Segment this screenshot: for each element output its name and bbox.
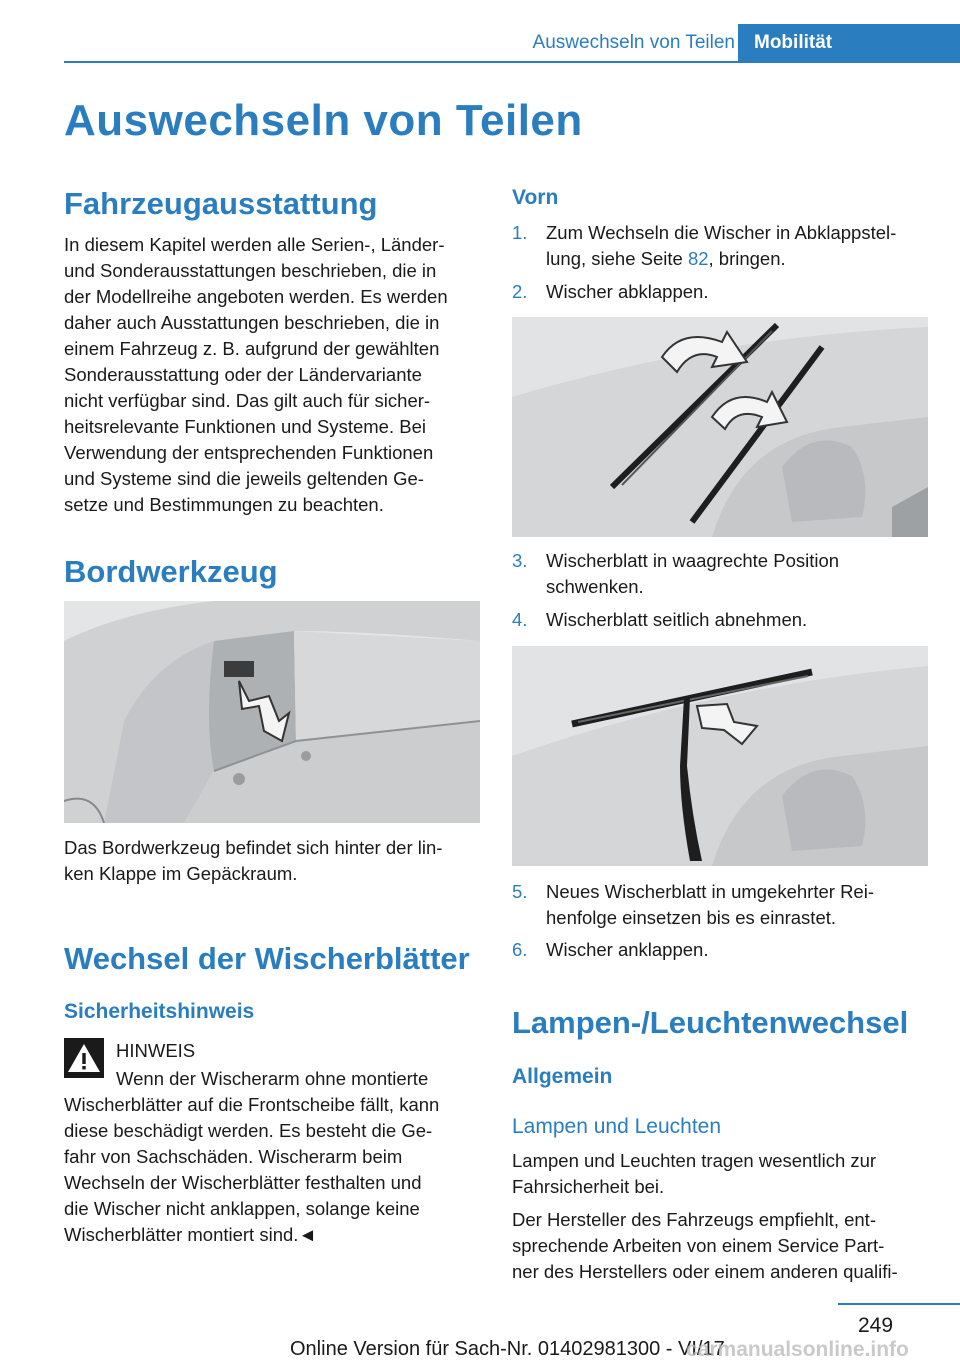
text-line: die Wischer nicht anklappen, solange keine	[64, 1198, 420, 1219]
text-line	[546, 246, 926, 272]
text-line: daher auch Ausstattungen beschrieben, die in	[64, 312, 440, 333]
wiper-fold-illustration	[512, 317, 928, 537]
text-line: heitsrelevante Funktionen und Systeme. Bei	[64, 416, 426, 437]
watermark: carmanualsonline.info	[686, 1338, 909, 1361]
header-section-label: Auswechseln von Teilen	[532, 32, 735, 53]
heading-lampen-und-leuchten: Lampen und Leuchten	[512, 1115, 722, 1138]
text-line: Zum Wechseln die Wischer in Abklappstel-	[546, 222, 897, 243]
text-line: fahr von Sachschäden. Wischerarm beim	[64, 1146, 403, 1167]
step-text	[546, 220, 926, 272]
text-line: Verwendung der entsprechenden Funktionen	[64, 442, 434, 463]
text-line: sprechende Arbeiten von einem Service Part-	[512, 1235, 885, 1256]
warning-text	[64, 1092, 484, 1248]
text-line: einem Fahrzeug z. B. aufgrund der gewählten	[64, 338, 440, 359]
paragraph-lampen-1	[512, 1148, 942, 1200]
text-line: Fahrsicherheit bei.	[512, 1176, 665, 1197]
step-number: 1.	[512, 222, 528, 243]
text-line: henfolge einsetzen bis es einrastet.	[546, 907, 837, 928]
online-version-note: Online Version für Sach-Nr. 01402981300 - VI/17	[290, 1338, 725, 1360]
step-number: 6.	[512, 939, 528, 960]
step-text: Wischerblatt seitlich abnehmen.	[546, 609, 808, 630]
header-chapter-tab: Mobilität	[738, 24, 960, 62]
step-4	[512, 607, 932, 633]
heading-fahrzeugausstattung: Fahrzeugausstattung	[64, 186, 378, 221]
text-line: Wechseln der Wischerblätter festhalten und	[64, 1172, 422, 1193]
step-number: 2.	[512, 281, 528, 302]
paragraph-bordwerkzeug	[64, 835, 484, 887]
paragraph-fahrzeugausstattung	[64, 232, 484, 518]
text-line: Wischerblatt in waagrechte Position	[546, 550, 840, 571]
text-line: der Modellreihe angeboten werden. Es werden	[64, 286, 448, 307]
heading-vorn: Vorn	[512, 186, 559, 209]
text-fragment: lung, siehe Seite	[546, 248, 688, 269]
text-line: und Sonderausstattungen beschrieben, die in	[64, 260, 437, 281]
heading-bordwerkzeug: Bordwerkzeug	[64, 554, 278, 589]
heading-wischerblaetter: Wechsel der Wischerblätter	[64, 941, 470, 976]
text-line: und Systeme sind die jeweils geltenden Ge-	[64, 468, 424, 489]
page-number: 249	[858, 1314, 894, 1337]
heading-allgemein: Allgemein	[512, 1065, 613, 1088]
text-line: schwenken.	[546, 576, 644, 597]
step-number: 3.	[512, 550, 528, 571]
warning-icon	[64, 1038, 104, 1078]
footer-rule	[838, 1303, 960, 1305]
text-line: Der Hersteller des Fahrzeugs empfiehlt, ent-	[512, 1209, 876, 1230]
text-line: setze und Bestimmungen zu beachten.	[64, 494, 384, 515]
step-text: Wischer anklappen.	[546, 939, 709, 960]
step-2	[512, 279, 932, 305]
trunk-illustration	[64, 601, 480, 823]
step-6	[512, 937, 932, 963]
text-line: Lampen und Leuchten tragen wesentlich zur	[512, 1150, 877, 1171]
text-line: diese beschädigt werden. Es besteht die Ge-	[64, 1120, 433, 1141]
warning-text-first: Wenn der Wischerarm ohne montierte	[116, 1068, 429, 1089]
text-line: Neues Wischerblatt in umgekehrter Rei-	[546, 881, 874, 902]
text-line: ner des Herstellers oder einem anderen qualifi-	[512, 1261, 898, 1282]
header-rule	[64, 61, 960, 63]
text-line: nicht verfügbar sind. Das gilt auch für sicher-	[64, 390, 431, 411]
text-line: Das Bordwerkzeug befindet sich hinter der lin-	[64, 837, 443, 858]
text-line: Wischerblätter montiert sind.◄	[64, 1224, 317, 1245]
text-line: In diesem Kapitel werden alle Serien-, Länder-	[64, 234, 445, 255]
text-fragment: , bringen.	[708, 248, 786, 269]
step-number: 4.	[512, 609, 528, 630]
paragraph-lampen-2	[512, 1207, 942, 1285]
step-number: 5.	[512, 881, 528, 902]
page-title: Auswechseln von Teilen	[64, 96, 583, 145]
page-link[interactable]: 82	[687, 248, 709, 269]
step-1	[512, 220, 932, 272]
heading-lampenwechsel: Lampen-/Leuchtenwechsel	[512, 1005, 909, 1040]
warning-label: HINWEIS	[116, 1040, 196, 1061]
step-3	[512, 548, 932, 600]
text-line: ken Klappe im Gepäckraum.	[64, 863, 298, 884]
text-line: Sonderausstattung oder der Ländervariante	[64, 364, 422, 385]
step-text	[546, 548, 926, 600]
step-5	[512, 879, 932, 931]
wiper-blade-removal-illustration	[512, 646, 928, 866]
step-text	[546, 879, 926, 931]
text-line: Wischerblätter auf die Frontscheibe fällt, kann	[64, 1094, 440, 1115]
heading-sicherheitshinweis: Sicherheitshinweis	[64, 1000, 255, 1023]
step-text: Wischer abklappen.	[546, 281, 709, 302]
